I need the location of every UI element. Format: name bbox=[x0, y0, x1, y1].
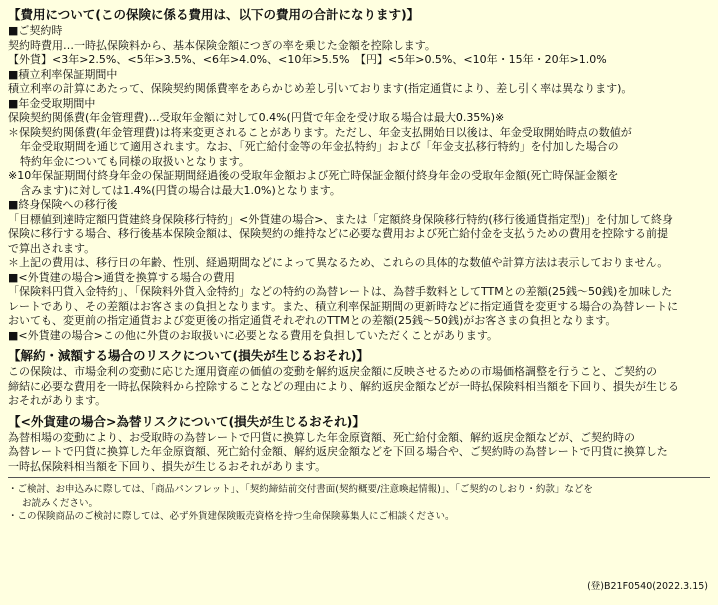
transfer-line-1: 「目標値到達時定額円貨建終身保険移行特約」<外貨建の場合>、または「定額終身保険移行特約(移行後通貨指定型)」を付加して終身 bbox=[8, 212, 674, 226]
exchange-line-3: おいても、変更前の指定通貨および変更後の指定通貨それぞれのTTMとの差額(25銭～50銭)がお客さまの負担となります。 bbox=[8, 314, 617, 327]
footer-note-2: ・この保険商品のご検討に際しては、必ず外貨建保険販売資格を持つ生命保険募集人にご相談ください。 bbox=[8, 511, 455, 522]
section-fees bbox=[8, 6, 710, 343]
fx-risk-title: 【<外貨建の場合>為替リスクについて(損失が生じるおそれ)】 bbox=[8, 413, 365, 429]
surrender-risk-title: 【解約・減額する場合のリスクについて(損失が生じるおそれ)】 bbox=[8, 348, 369, 363]
section-surrender-risk bbox=[8, 347, 710, 409]
annuity-note-2a: ※10年保証期間付終身年金の保証期間経過後の受取年金額および死亡時保証金額付終身年金の受取年金額(死亡時保証金額を bbox=[8, 169, 619, 182]
exchange-line-2: レートであり、その差額はお客さまの負担となります。また、積立利率保証期間の更新時などに指定通貨を変更する場合の為替レートに bbox=[8, 299, 679, 313]
fx-risk-line-2: 為替レートで円貨に換算した年金原資額、死亡給付金額、解約返戻金額などを下回る場合や、ご契約時の為替レートで円貨に換算した bbox=[8, 445, 668, 458]
annuity-note-1a: ＊保険契約関係費(年金管理費)は将来変更されることがあります。ただし、年金支払開始日以後は、年金受取開始時点の数値が bbox=[8, 125, 632, 139]
registration-code: (登)B21F0540(2022.3.15) bbox=[587, 581, 708, 592]
contract-rates: 【外貨】<3年>2.5%、<5年>3.5%、<6年>4.0%、<10年>5.5% 【円】<5年>0.5%、<10年・15年・20年>1.0% bbox=[8, 53, 607, 66]
annuity-note-2b: 含みます)に対しては1.4%(円貨の場合は最大1.0%)となります。 bbox=[20, 183, 341, 197]
footer-note-1b: お読みください。 bbox=[22, 497, 99, 509]
exchange-other: ■<外貨建の場合>この他に外貨のお取扱いに必要となる費用を負担していただくことがあります。 bbox=[8, 328, 498, 342]
surrender-risk-line-3: おそれがあります。 bbox=[8, 394, 107, 407]
transfer-line-3: で算出されます。 bbox=[8, 241, 96, 255]
annuity-line-1: 保険契約関係費(年金管理費)…受取年金額に対して0.4%(円貨で年金を受け取る場合は最大0.35%)※ bbox=[8, 111, 505, 124]
surrender-risk-line-1: この保険は、市場金利の変動に応じた運用資産の価値の変動を解約返戻金額に反映させるための市場価格調整を行うこと、ご契約の bbox=[8, 365, 657, 378]
annuity-note-1c: 特約年金についても同様の取扱いとなります。 bbox=[20, 154, 250, 168]
annuity-heading: ■年金受取期間中 bbox=[8, 96, 96, 110]
transfer-line-2: 保険に移行する場合、移行後基本保険金額は、保険契約の維持などに必要な費用および死亡給付金を支払うための費用を控除する前提 bbox=[8, 227, 668, 240]
contract-line-1: 契約時費用…一時払保険料から、基本保険金額につぎの率を乗じた金額を控除します。 bbox=[8, 38, 436, 52]
footer-note-1a: ・ご検討、お申込みに際しては、「商品パンフレット」、「契約締結前交付書面(契約概要/注意喚起情報)」、「ご契約のしおり・約款」などを bbox=[8, 484, 593, 495]
exchange-line-1: 「保険料円貨入金特約」、「保険料外貨入金特約」などの特約の為替レートは、為替手数料としてTTMとの差額(25銭～50銭)を加味した bbox=[8, 285, 673, 298]
transfer-note: ＊上記の費用は、移行日の年齢、性別、経過期間などによって異なるため、これらの具体的な数値や計算方法は表示しておりません。 bbox=[8, 256, 669, 269]
fx-risk-line-3: 一時払保険料相当額を下回り、損失が生じるおそれがあります。 bbox=[8, 459, 327, 473]
fx-risk-line-1: 為替相場の変動により、お受取時の為替レートで円貨に換算した年金原資額、死亡給付金額、解約返戻金額などが、ご契約時の bbox=[8, 430, 635, 444]
accumulation-line-1: 積立利率の計算にあたって、保険契約関係費率をあらかじめ差し引いております(指定通貨により、差し引く率は異なります)。 bbox=[8, 82, 633, 95]
section-fx-risk bbox=[8, 413, 710, 475]
contract-heading: ■ご契約時 bbox=[8, 24, 63, 37]
annuity-note-1b: 年金受取期間を通じて適用されます。なお、「死亡給付金等の年金払特約」および「年金支払移行特約」を付加した場合の bbox=[20, 140, 619, 153]
transfer-heading: ■終身保険への移行後 bbox=[8, 198, 118, 211]
accumulation-heading: ■積立利率保証期間中 bbox=[8, 67, 118, 81]
footer-notes bbox=[8, 483, 710, 524]
exchange-heading: ■<外貨建の場合>通貨を換算する場合の費用 bbox=[8, 270, 235, 284]
surrender-risk-line-2: 締結に必要な費用を一時払保険料から控除することなどの理由により、解約返戻金額などが一時払保険料相当額を下回り、損失が生じる bbox=[8, 379, 679, 393]
fees-title: 【費用について(この保険に係る費用は、以下の費用の合計になります)】 bbox=[8, 7, 420, 22]
footer-divider bbox=[8, 477, 710, 478]
